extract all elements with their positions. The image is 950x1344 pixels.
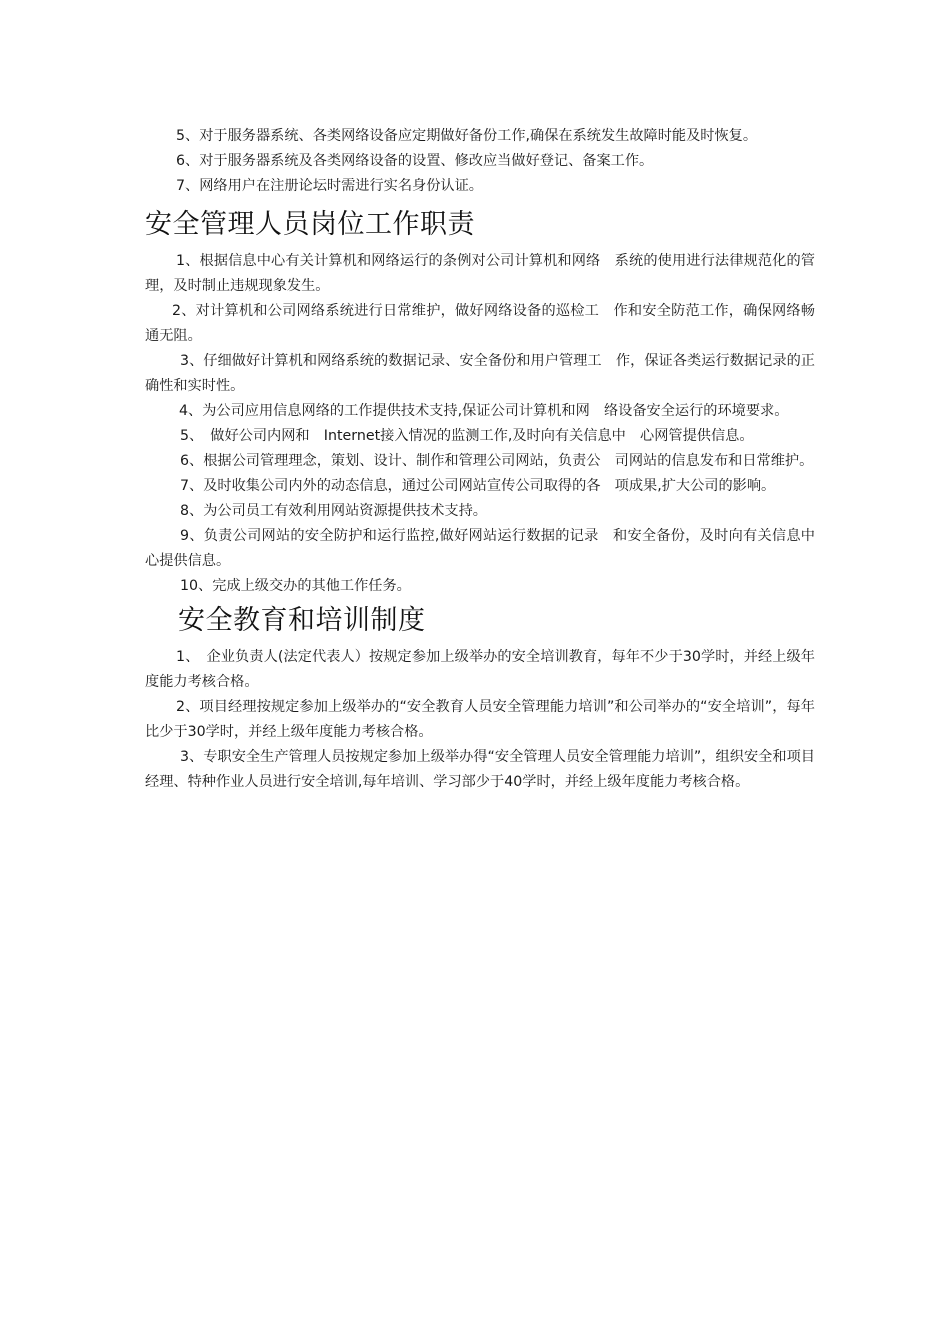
duty-item-9: 9、负责公司网站的安全防护和运行监控,做好网站运行数据的记录 和安全备份，及时向有关信息中心提供信息。 [145,528,815,569]
training-item-1: 1、 企业负责人(法定代表人）按规定参加上级举办的安全培训教育，每年不少于30学时，并经上级年度能力考核合格。 [145,649,815,690]
paragraph-config-registration: 6、对于服务器系统及各类网络设备的设置、修改应当做好登记、备案工作。 [176,153,654,169]
duty-item-10: 10、完成上级交办的其他工作任务。 [180,578,411,594]
duty-item-8: 8、为公司员工有效利用网站资源提供技术支持。 [180,503,487,519]
training-item-3: 3、专职安全生产管理人员按规定参加上级举办得“安全管理人员安全管理能力培训”，组织安全和项目经理、特种作业人员进行安全培训,每年培训、学习部少于40学时，并经上级年度能力考核合格。 [145,749,815,790]
paragraph-realname-auth: 7、网络用户在注册论坛时需进行实名身份认证。 [176,178,483,194]
duty-item-7: 7、及时收集公司内外的动态信息，通过公司网站宣传公司取得的各 项成果,扩大公司的影响。 [180,478,776,494]
training-item-2: 2、项目经理按规定参加上级举办的“安全教育人员安全管理能力培训”和公司举办的“安全培训”，每年比少于30学时，并经上级年度能力考核合格。 [145,699,815,740]
duty-item-4: 4、为公司应用信息网络的工作提供技术支持,保证公司计算机和网 络设备安全运行的环境要求。 [179,403,789,419]
document-body [145,124,815,795]
duty-item-1: 1、根据信息中心有关计算机和网络运行的条例对公司计算机和网络 系统的使用进行法律规范化的管理，及时制止违规现象发生。 [145,253,815,294]
duty-item-3: 3、仔细做好计算机和网络系统的数据记录、安全备份和用户管理工 作，保证各类运行数据记录的正确性和实时性。 [145,353,815,394]
duty-item-6: 6、根据公司管理理念，策划、设计、制作和管理公司网站，负责公 司网站的信息发布和日常维护。 [180,453,814,469]
section-title-training: 安全教育和培训制度 [178,605,426,636]
paragraph-backup: 5、对于服务器系统、各类网络设备应定期做好备份工作,确保在系统发生故障时能及时恢复。 [176,128,758,144]
section-title-duties: 安全管理人员岗位工作职责 [145,209,475,240]
duty-item-2: 2、对计算机和公司网络系统进行日常维护，做好网络设备的巡检工 作和安全防范工作，确保网络畅通无阻。 [145,303,815,344]
duty-item-5: 5、 做好公司内网和 Internet接入情况的监测工作,及时向有关信息中 心网管提供信息。 [180,428,754,444]
